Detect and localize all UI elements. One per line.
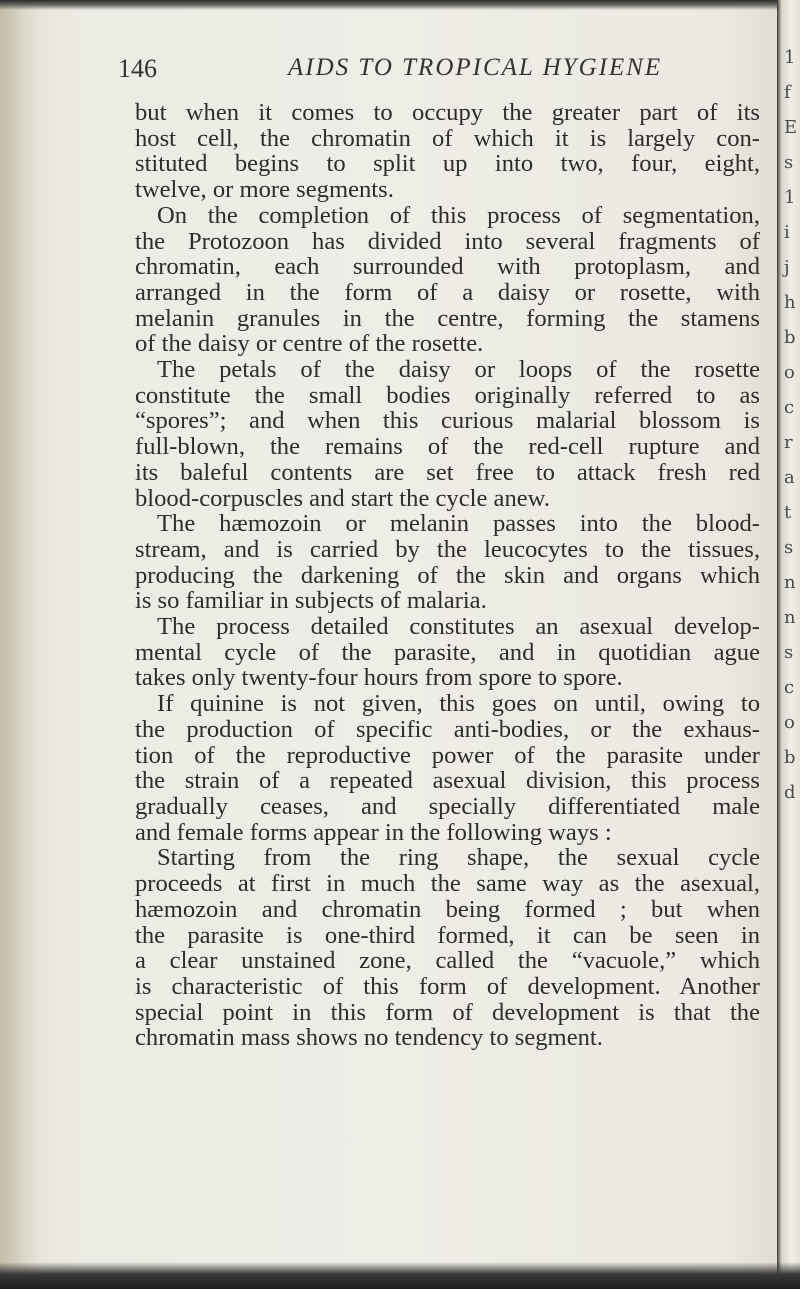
facing-page-letter: i [784,222,790,243]
facing-page-letter: j [784,257,790,278]
facing-page-letter: t [784,502,792,523]
facing-page-letter: s [784,152,794,173]
facing-page-letter: d [784,782,796,803]
text-line: melanin granules in the centre, forming the stamens [135,304,760,332]
page-number: 146 [118,54,157,83]
text-line: special point in this form of development is that the [135,998,760,1026]
facing-page-letter: c [784,397,795,418]
page-header [118,50,758,90]
facing-page-letter: o [784,362,795,383]
text-line: Starting from the ring shape, the sexual cycle [157,844,760,872]
text-line: gradually ceases, and specially differentiated male [135,792,760,820]
facing-page-letter: c [784,677,795,698]
text-line: and female forms appear in the following ways : [135,818,612,846]
top-page-edge [0,0,800,10]
gutter-shadow [0,0,40,1289]
text-line: its baleful contents are set free to attack fresh red [135,458,760,486]
facing-page-letter: b [784,747,796,768]
text-line: the Protozoon has divided into several fragments of [135,227,760,255]
text-line: mental cycle of the parasite, and in quotidian ague [135,638,760,666]
text-line: is so familiar in subjects of malaria. [135,587,487,615]
facing-page-letter: r [784,432,793,453]
text-line: On the completion of this process of segmentation, [157,201,760,229]
text-line: producing the darkening of the skin and organs which [135,561,760,589]
text-line: hæmozoin and chromatin being formed ; but when [135,895,760,923]
text-line: stituted begins to split up into two, four, eight, [135,150,760,178]
text-line: “spores”; and when this curious malarial blossom is [135,407,760,435]
facing-page-letter: E [784,117,798,138]
text-line: proceeds at first in much the same way as the asexual, [135,870,760,898]
text-line: but when it comes to occupy the greater part of its [135,99,760,126]
bottom-page-edge [0,1262,800,1289]
text-line: chromatin, each surrounded with protoplasm, and [135,253,760,281]
text-line: constitute the small bodies originally referred to as [135,381,760,409]
text-line: stream, and is carried by the leucocytes to the tissues, [135,535,760,563]
facing-page-letter: a [784,467,795,488]
text-line: takes only twenty-four hours from spore to spore. [135,664,623,692]
facing-page-letter: f [784,82,791,103]
text-line: of the daisy or centre of the rosette. [135,330,484,358]
facing-page-letter: s [784,537,794,558]
text-line: If quinine is not given, this goes on until, owing to [157,690,760,718]
facing-page-letter: o [784,712,795,733]
text-line: the production of specific anti-bodies, or the exhaus- [135,715,760,743]
text-line: full-blown, the remains of the red-cell rupture and [135,433,760,461]
text-line: blood-corpuscles and start the cycle anew. [135,484,550,512]
facing-page-letter: n [784,572,796,593]
facing-page-letter: s [784,642,794,663]
text-line: The hæmozoin or melanin passes into the blood- [157,510,760,538]
facing-page-letter: 1 [784,47,796,68]
text-line: the strain of a repeated asexual division, this process [135,767,760,795]
text-line: twelve, or more segments. [135,176,394,204]
facing-page-letter: b [784,327,796,348]
text-line: The petals of the daisy or loops of the rosette [157,356,760,384]
text-line: arranged in the form of a daisy or rosette, with [135,278,760,306]
facing-page-letter: 1 [784,187,796,208]
facing-page-fragments [784,40,800,810]
text-line: a clear unstained zone, called the “vacuole,” which [135,947,760,975]
text-line: the parasite is one-third formed, it can be seen in [135,921,760,949]
running-head: AIDS TO TROPICAL HYGIENE [288,54,663,81]
facing-page-letter: n [784,607,796,628]
text-line: host cell, the chromatin of which it is largely con- [135,124,760,152]
body-text [135,100,760,1051]
text-line: is characteristic of this form of development. Another [135,972,760,1000]
text-line: tion of the reproductive power of the parasite under [135,741,760,769]
text-line: chromatin mass shows no tendency to segment. [135,1024,603,1052]
facing-page-letter: h [784,292,796,313]
text-line: The process detailed constitutes an asexual develop- [157,613,760,641]
